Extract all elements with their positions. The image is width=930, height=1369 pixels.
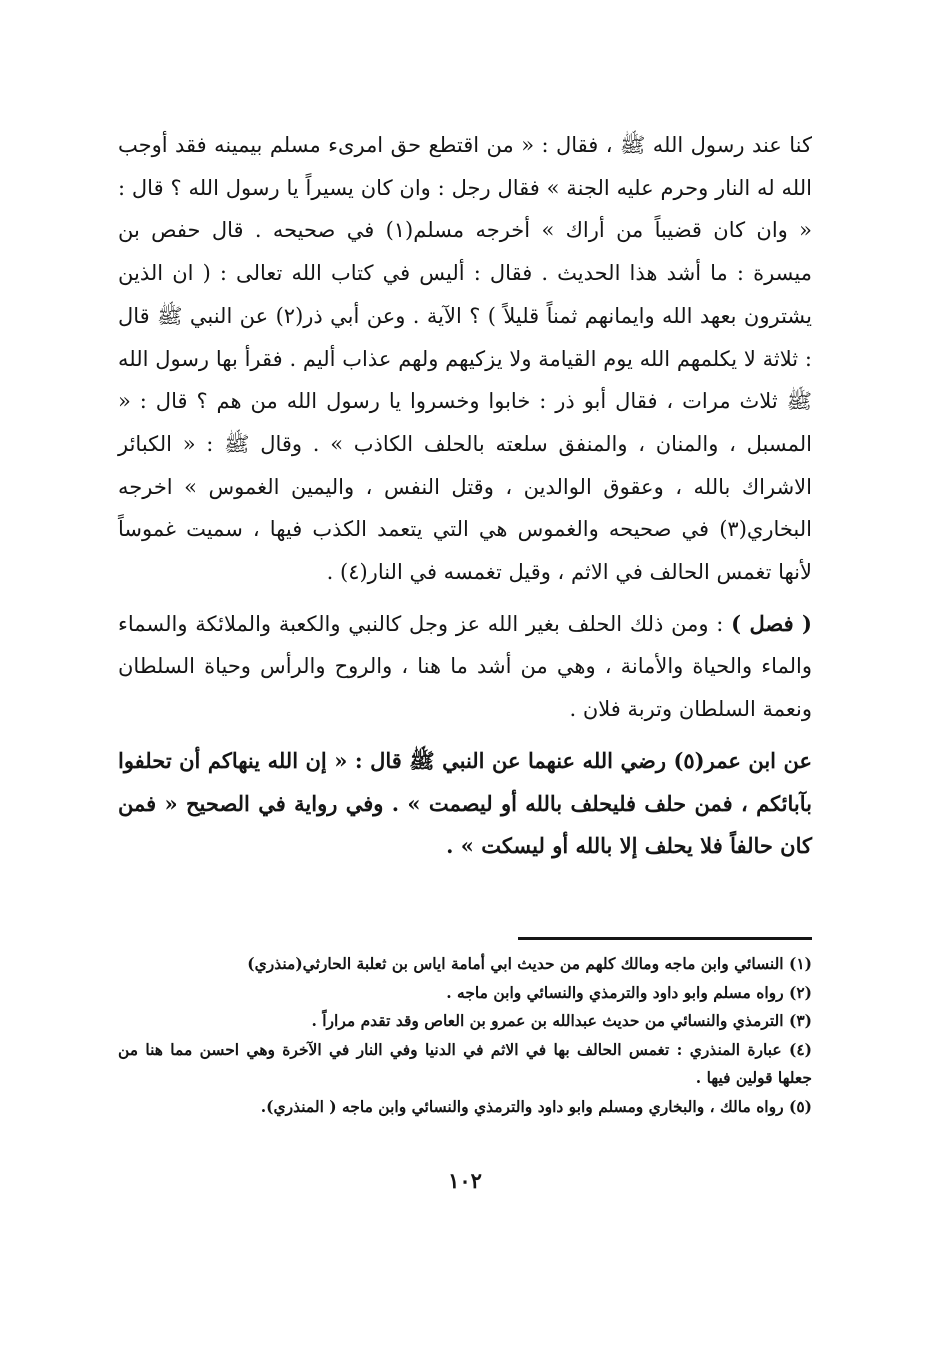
footnote-2: (٢) رواه مسلم وابو داود والترمذي والنسائي وابن ماجه .: [446, 982, 812, 1002]
paragraph-body: : ومن ذلك الحلف بغير الله عز وجل كالنبي والكعبة والملائكة والسماء والماء والحياة والأمانة ، وهي من أشد ما هنا ، والروح والرأس وحياة السلطان ونعمة السلطان وتربة فلان .: [118, 611, 812, 722]
paragraph-ibn-umar: [118, 740, 812, 868]
footnote-1: (١) النسائي وابن ماجه ومالك كلهم من حديث ابي أمامة اياس بن ثعلبة الحارثي(منذري): [247, 954, 812, 973]
footnote-5: (٥) رواه مالك ، والبخاري ومسلم وابو داود والترمذي والنسائي وابن ماجه ( المنذري).: [260, 1096, 812, 1116]
paragraph-body: عن ابن عمر(٥) رضي الله عنهما عن النبي ﷺ قال : « إن الله ينهاكم أن تحلفوا بآبائكم ، فمن حلف فليحلف بالله أو ليصمت » . وفي رواية في الصحيح « فمن كان حالفاً فلا يحلف إلا بالله أو ليسكت » .: [118, 747, 813, 859]
main-text: [118, 124, 812, 868]
footnote-4: (٤) عبارة المنذري : تغمس الحالف بها في الاثم في الدنيا وفي النار في الآخرة وهي احسن مما هنا من جعلها قولين فيها .: [118, 1039, 812, 1087]
footnote-divider: [518, 937, 812, 940]
page-number: ١٠٢: [448, 1168, 482, 1193]
footnotes: [118, 950, 812, 1121]
paragraph-section-fasl: [118, 603, 812, 731]
footnote-3: (٣) الترمذي والنسائي من حديث عبدالله بن عمرو بن العاص وقد تقدم مراراً .: [311, 1011, 812, 1030]
paragraph-body: كنا عند رسول الله ﷺ ، فقال : « من اقتطع حق امرىء مسلم بيمينه فقد أوجب الله له النار وحرم عليه الجنة » فقال رجل : وان كان يسيراً يا رسول الله ؟ قال : « وان كان قضيباً من أراك » أخرجه مسلم(١) في صحيحه . قال حفص بن ميسرة : ما أشد هذا الحديث . فقال : أليس في كتاب الله تعالى : ( ان الذين يشترون بعهد الله وايمانهم ثمناً قليلاً ) ؟ الآية . وعن أبي ذر(٢) عن النبي ﷺ قال : ثلاثة لا يكلمهم الله يوم القيامة ولا يزكيهم ولهم عذاب أليم . فقرأ بها رسول الله ﷺ ثلاث مرات ، فقال أبو ذر : خابوا وخسروا يا رسول الله من هم ؟ قال : « المسبل ، والمنان ، والمنفق سلعته بالحلف الكاذب » . وقال ﷺ : « الكبائر الاشراك بالله ، وعقوق الوالدين ، وقتل النفس ، واليمين الغموس » اخرجه البخاري(٣) في صحيحه والغموس هي التي يتعمد الكذب فيها ، سميت غموساً لأنها تغمس الحالف في الاثم ، وقيل تغمسه في النار(٤) .: [118, 133, 812, 585]
section-heading: ( فصل ): [731, 610, 812, 636]
paragraph-hadith-oath: [118, 124, 812, 594]
